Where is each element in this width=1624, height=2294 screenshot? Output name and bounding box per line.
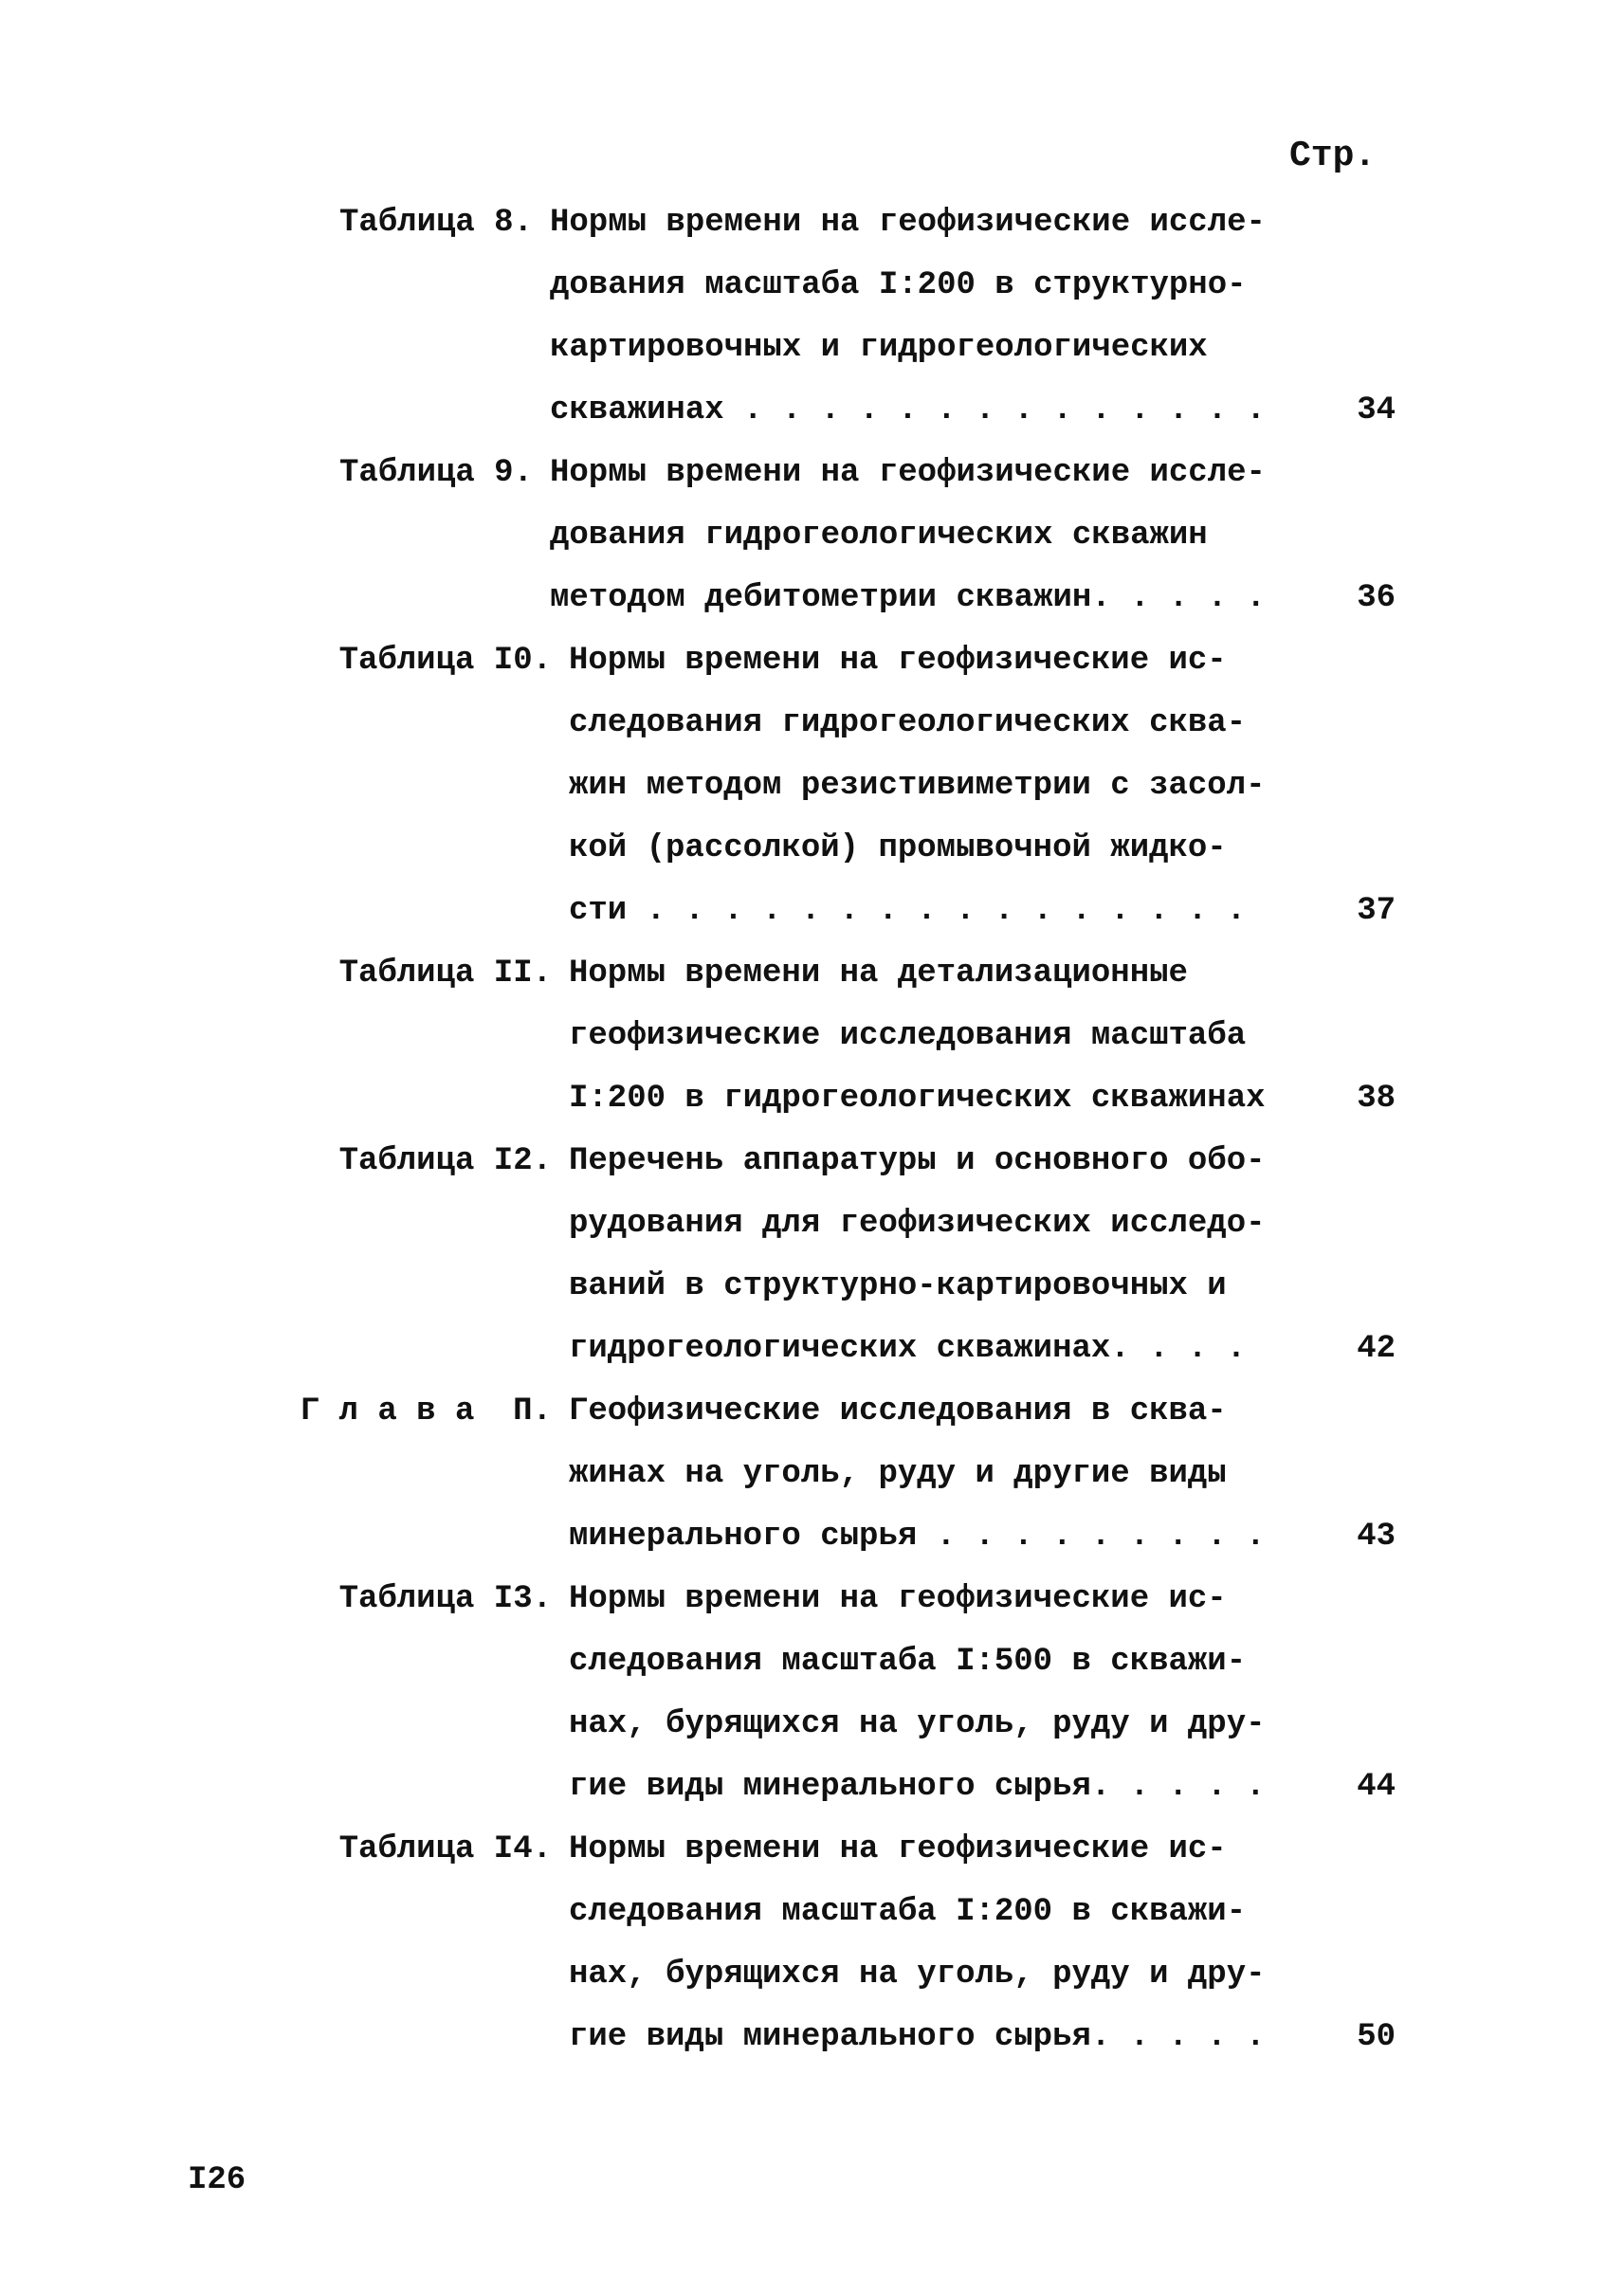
toc-entry-page: 43 — [1357, 1519, 1396, 1555]
toc-entry-line: методом дебитометрии скважин. . . . . — [550, 580, 1266, 616]
toc-entry-line: дования гидрогеологических скважин — [550, 518, 1208, 554]
toc-entry-line: ваний в структурно-картировочных и — [569, 1268, 1227, 1304]
toc-entry-page: 37 — [1357, 893, 1396, 929]
toc-entry-page: 38 — [1357, 1081, 1396, 1117]
toc-entry-line: Нормы времени на геофизические ис- — [569, 643, 1227, 679]
toc-entry-line: Перечень аппаратуры и основного обо- — [569, 1143, 1266, 1179]
toc-entry-line: нах, бурящихся на уголь, руду и дру- — [569, 1957, 1266, 1993]
toc-entry-line: жинах на уголь, руду и другие виды — [569, 1456, 1227, 1492]
toc-entry-label: Таблица 8. — [338, 205, 533, 241]
toc-entry-line: Нормы времени на детализационные — [569, 956, 1188, 992]
toc-entry-line: гие виды минерального сырья. . . . . — [569, 1769, 1266, 1805]
toc-entry-label: Г л а в а П. — [300, 1393, 552, 1429]
toc-entry-line: следования масштаба I:500 в скважи- — [569, 1644, 1247, 1680]
toc-entry-line: гие виды минерального сырья. . . . . — [569, 2019, 1266, 2055]
toc-entry-line: кой (рассолкой) промывочной жидко- — [569, 830, 1227, 866]
toc-entry-page: 36 — [1357, 580, 1396, 616]
toc-entry-line: жин методом резистивиметрии с засол- — [569, 768, 1266, 804]
toc-entry-line: сти . . . . . . . . . . . . . . . . — [569, 893, 1247, 929]
toc-entry-line: минерального сырья . . . . . . . . . — [569, 1519, 1266, 1555]
toc-entry-line: нах, бурящихся на уголь, руду и дру- — [569, 1706, 1266, 1742]
toc-entry-line: геофизические исследования масштаба — [569, 1018, 1247, 1054]
toc-entry-line: Нормы времени на геофизические иссле- — [550, 455, 1266, 491]
toc-entry-line: Нормы времени на геофизические ис- — [569, 1581, 1227, 1617]
page-number: I26 — [188, 2162, 246, 2198]
toc-entry-page: 50 — [1357, 2019, 1396, 2055]
toc-entry-label: Таблица II. — [338, 956, 552, 992]
page-column-header: Стр. — [1289, 136, 1377, 176]
toc-entry-label: Таблица 9. — [338, 455, 533, 491]
toc-entry-line: скважинах . . . . . . . . . . . . . . — [550, 392, 1266, 428]
toc-entry-page: 44 — [1357, 1769, 1396, 1805]
toc-entry-line: I:200 в гидрогеологических скважинах — [569, 1081, 1266, 1117]
toc-entry-label: Таблица I0. — [338, 643, 552, 679]
toc-entry-line: рудования для геофизических исследо- — [569, 1206, 1266, 1242]
toc-entry-line: следования гидрогеологических сква- — [569, 705, 1247, 741]
toc-entry-line: картировочных и гидрогеологических — [550, 330, 1208, 366]
toc-entry-line: Геофизические исследования в сква- — [569, 1393, 1227, 1429]
toc-entry-line: гидрогеологических скважинах. . . . — [569, 1331, 1247, 1367]
toc-entry-line: Нормы времени на геофизические иссле- — [550, 205, 1266, 241]
toc-entry-line: следования масштаба I:200 в скважи- — [569, 1894, 1247, 1930]
toc-entry-line: дования масштаба I:200 в структурно- — [550, 267, 1247, 303]
toc-entry-label: Таблица I2. — [338, 1143, 552, 1179]
toc-entry-page: 42 — [1357, 1331, 1396, 1367]
toc-entry-label: Таблица I3. — [338, 1581, 552, 1617]
toc-entry-page: 34 — [1357, 392, 1396, 428]
toc-entry-line: Нормы времени на геофизические ис- — [569, 1831, 1227, 1867]
toc-entry-label: Таблица I4. — [338, 1831, 552, 1867]
